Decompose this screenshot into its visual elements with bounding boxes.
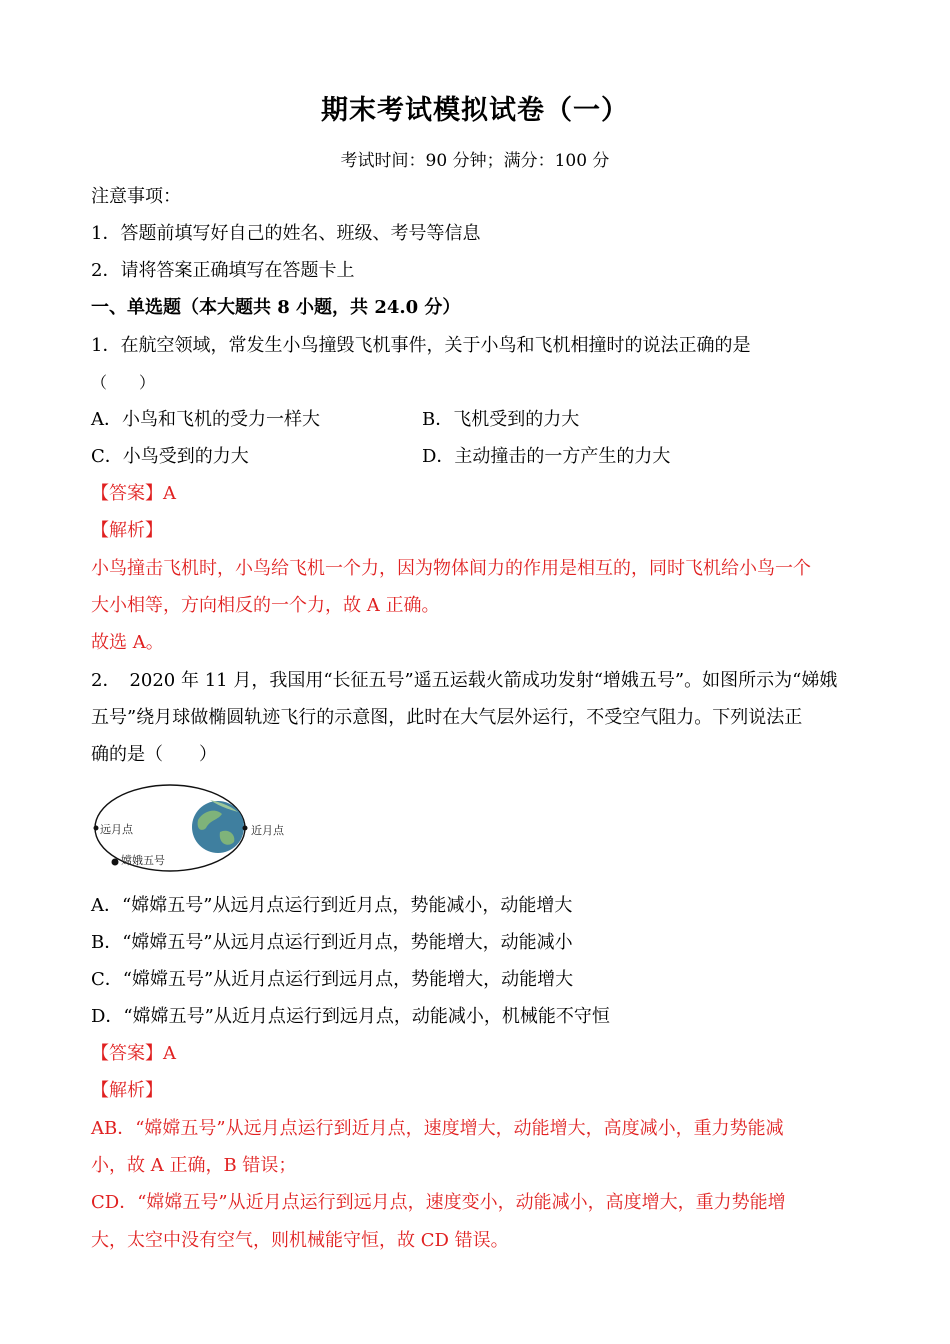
notes-heading: 注意事项： (91, 186, 181, 207)
q2-stem-line: 确的是（ ） (91, 744, 217, 765)
far-point-marker (94, 826, 99, 831)
q1-stem: 1．在航空领域，常发生小鸟撞毁飞机事件，关于小鸟和飞机相撞时的说法正确的是 (91, 335, 751, 356)
q1-option-c: C．小鸟受到的力大 (91, 446, 249, 467)
q1-analysis-label: 【解析】 (91, 520, 163, 541)
note-item: 1．答题前填写好自己的姓名、班级、考号等信息 (91, 223, 481, 244)
far-point-label: 远月点 (100, 823, 133, 836)
near-point-marker (243, 826, 248, 831)
q1-answer: 【答案】A (91, 483, 176, 504)
q1-conclusion: 故选 A。 (91, 632, 164, 653)
q2-analysis-label: 【解析】 (91, 1080, 163, 1101)
q2-analysis-line: 小，故 A 正确，B 错误； (91, 1155, 297, 1176)
q2-stem-line: 2． 2020 年 11 月，我国用“长征五号”遥五运载火箭成功发射“增娥五号”。如图所示为“娣娥 (91, 670, 838, 691)
probe-label: 嫦娥五号 (121, 854, 165, 867)
q2-stem-line: 五号”绕月球做椭圆轨迹飞行的示意图，此时在大气层外运行，不受空气阻力。下列说法正 (91, 707, 803, 728)
q2-analysis-line: AB．“嫦嫦五号”从远月点运行到近月点，速度增大，动能增大，高度减小，重力势能减 (91, 1118, 784, 1139)
q1-blank: （ ） (91, 373, 156, 392)
exam-info: 考试时间：90 分钟；满分：100 分 (340, 151, 610, 171)
q2-option-c: C．“嫦嫦五号”从近月点运行到远月点，势能增大，动能增大 (91, 969, 574, 990)
q1-option-b: B．飞机受到的力大 (422, 409, 580, 430)
q1-option-d: D．主动撞击的一方产生的力大 (422, 446, 671, 467)
note-item: 2．请将答案正确填写在答题卡上 (91, 260, 355, 281)
q2-option-d: D．“嫦嫦五号”从近月点运行到远月点，动能减小，机械能不守恒 (91, 1006, 610, 1027)
section-heading: 一、单选题（本大题共 8 小题，共 24.0 分） (91, 297, 461, 318)
probe-marker (112, 859, 119, 866)
page-title: 期末考试模拟试卷（一） (321, 95, 629, 126)
orbit-diagram (90, 780, 284, 872)
q2-analysis-line: 大，太空中没有空气，则机械能守恒，故 CD 错误。 (91, 1230, 509, 1251)
q2-option-b: B．“嫦嫦五号”从远月点运行到近月点，势能增大，动能减小 (91, 932, 573, 953)
q1-analysis-line: 大小相等，方向相反的一个力，故 A 正确。 (91, 595, 440, 616)
q2-analysis-line: CD．“嫦嫦五号”从近月点运行到远月点，速度变小，动能减小，高度增大，重力势能增 (91, 1192, 786, 1213)
near-point-label: 近月点 (251, 824, 284, 837)
q1-option-a: A．小鸟和飞机的受力一样大 (91, 409, 320, 430)
q2-option-a: A．“嫦嫦五号”从远月点运行到近月点，势能减小，动能增大 (91, 895, 573, 916)
q1-analysis-line: 小鸟撞击飞机时，小鸟给飞机一个力，因为物体间力的作用是相互的，同时飞机给小鸟一个 (91, 558, 811, 579)
q2-answer: 【答案】A (91, 1043, 176, 1064)
